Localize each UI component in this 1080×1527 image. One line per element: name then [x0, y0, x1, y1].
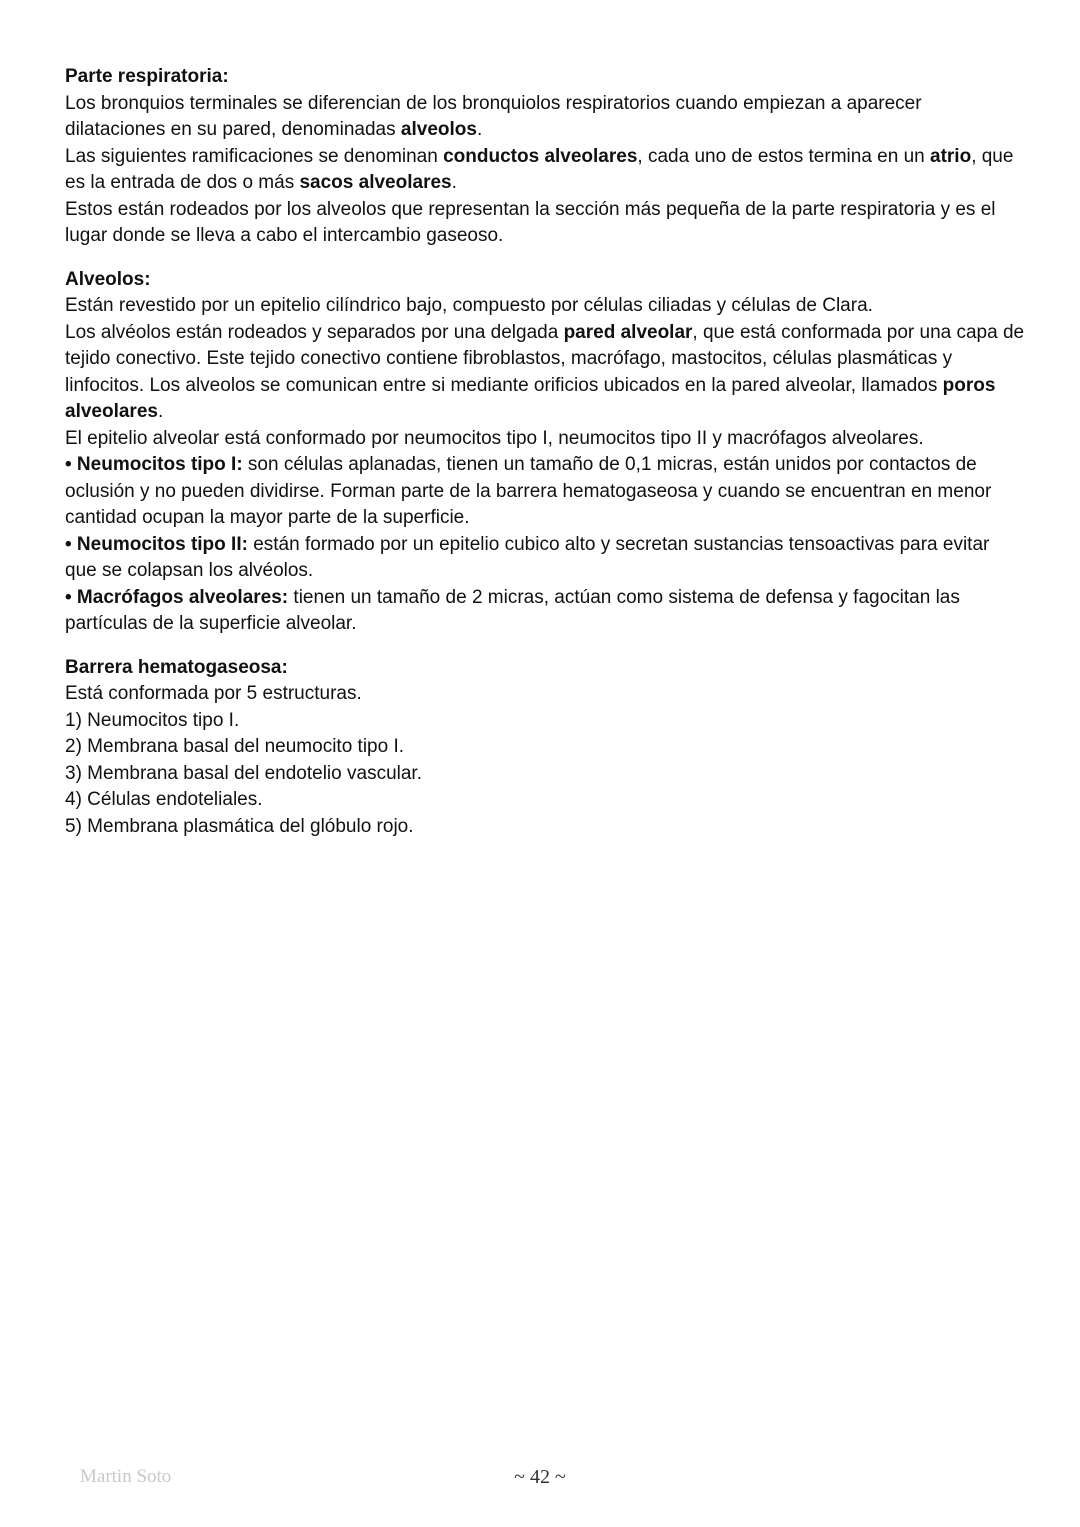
bold-term: poros alveolares	[65, 374, 996, 422]
section-heading: Parte respiratoria:	[65, 66, 229, 87]
bullet-item	[65, 532, 1025, 585]
bold-term: sacos alveolares	[299, 172, 452, 193]
section-alveolos	[65, 267, 1025, 638]
footer-author: Martin Soto	[80, 1466, 172, 1487]
paragraph	[65, 320, 1025, 426]
section-heading: Barrera hematogaseosa:	[65, 656, 288, 678]
text-span: , que está conformada por una capa de tejido conectivo. Este tejido conectivo contiene fibroblastos, macrófago, mastocitos, células plasmáticas y linfocitos. Los alveolos se comunican entre si mediante orificios ubicados en la pared alveolar, llamados	[65, 321, 1025, 396]
bullet-term: • Macrófagos alveolares:	[65, 586, 289, 608]
bullet-term: • Neumocitos tipo I:	[65, 454, 243, 475]
list-item: 2) Membrana basal del neumocito tipo I.	[65, 736, 405, 757]
paragraph	[65, 144, 1025, 197]
bold-term: pared alveolar	[563, 321, 693, 343]
bullet-text: son células aplanadas, tienen un tamaño de 0,1 micras, están unidos por contactos de oclusión y no pueden dividirse. Forman parte de la barrera hematogaseosa y cuando se encuentran en menor cantidad ocupan la mayor parte de la superficie.	[65, 454, 992, 528]
paragraph	[65, 91, 1025, 144]
bold-term: alveolos	[400, 119, 477, 140]
paragraph: Están revestido por un epitelio cilíndrico bajo, compuesto por células ciliadas y células de Clara.	[65, 295, 873, 316]
page-content	[65, 64, 1025, 857]
paragraph: El epitelio alveolar está conformado por neumocitos tipo I, neumocitos tipo II y macrófagos alveolares.	[65, 427, 924, 449]
bullet-term: • Neumocitos tipo II:	[65, 533, 248, 555]
bullet-text: están formado por un epitelio cubico alto y secretan sustancias tensoactivas para evitar que se colapsan los alvéolos.	[65, 533, 990, 581]
text-span: .	[451, 172, 457, 193]
bullet-item	[65, 585, 1025, 638]
text-span: , cada uno de estos termina en un	[637, 145, 930, 167]
text-span: Las siguientes ramificaciones se denominan	[65, 145, 444, 167]
text-span: .	[157, 401, 164, 422]
list-item: 3) Membrana basal del endotelio vascular.	[65, 762, 422, 784]
paragraph: Está conformada por 5 estructuras.	[65, 683, 362, 704]
list-item: 4) Células endoteliales.	[65, 789, 263, 810]
section-heading: Alveolos:	[65, 268, 151, 290]
text-span: Los bronquios terminales se diferencian de los bronquiolos respiratorios cuando empiezan a aparecer dilataciones en su pared, denominadas	[65, 92, 922, 140]
bullet-text: tienen un tamaño de 2 micras, actúan como sistema de defensa y fagocitan las partículas de la superficie alveolar.	[65, 586, 960, 634]
section-parte-respiratoria	[65, 64, 1025, 250]
text-span: Los alvéolos están rodeados y separados por una delgada	[65, 321, 564, 343]
list-item: 1) Neumocitos tipo I.	[65, 709, 240, 731]
section-barrera-hematogaseosa	[65, 655, 1025, 841]
paragraph: Estos están rodeados por los alveolos que representan la sección más pequeña de la parte respiratoria y es el lugar donde se lleva a cabo el intercambio gaseoso.	[65, 198, 996, 246]
page-number: ~ 42 ~	[514, 1466, 566, 1488]
bold-term: conductos alveolares	[443, 145, 638, 167]
list-item: 5) Membrana plasmática del glóbulo rojo.	[65, 815, 414, 837]
text-span: , que es la entrada de dos o más	[65, 145, 1014, 193]
bold-term: atrio	[930, 145, 972, 167]
bullet-item	[65, 452, 1025, 532]
text-span: .	[476, 119, 483, 140]
